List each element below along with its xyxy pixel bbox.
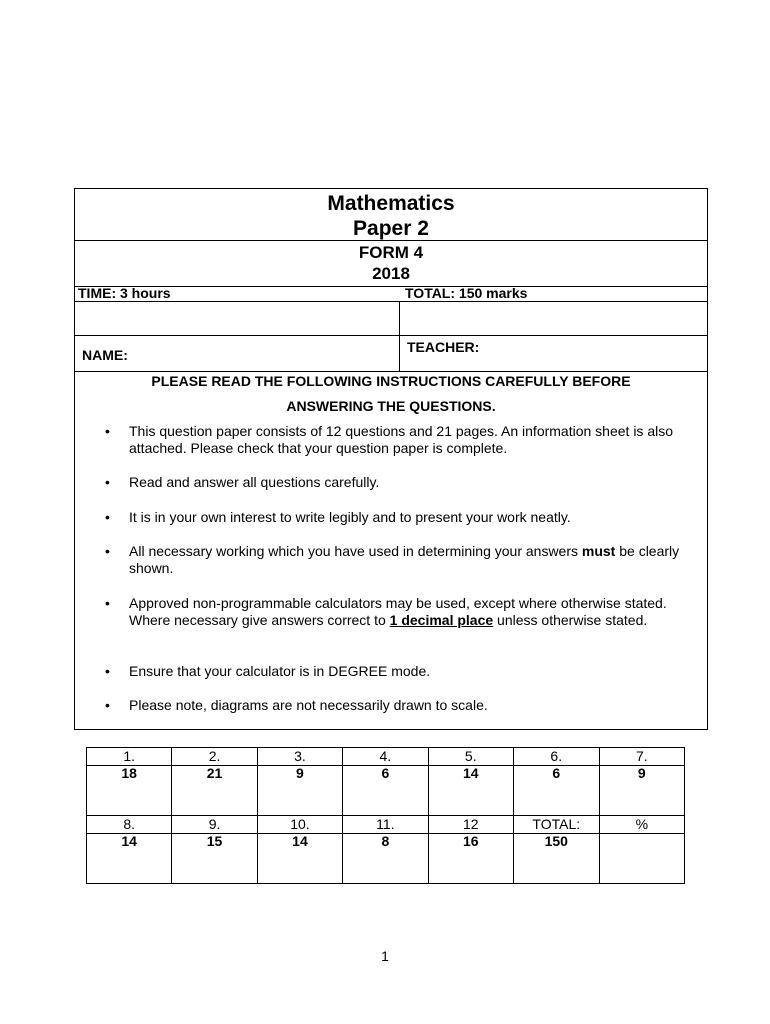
exam-cover-box: Mathematics Paper 2 FORM 4 2018 TIME: 3 hours TOTAL: 150 marks NAME: TEACHER: PLEASE READ THE FOLLOWING INSTRUCTIONS CAREFULLY BEFORE ANSWERING THE QUESTIONS. • This question paper consists of 12 questions and 21 pages. An information sheet is also attached. Please check that your question paper is complete. • Read and answer all questions carefully. • It is in your own interest to write legibly and to present your work neatly. • All necessary working which you have used in determining your answers must be clearly shown. • Approved non-programmable calculators may be used, except where otherwise stated. Where necessary give answers correct to 1 decimal place unless otherwise stated. • Ensure that your calculator is in DEGREE mode. • Please note, diagrams are not necessarily drawn to scale.: [74, 188, 708, 730]
score-cell[interactable]: [172, 781, 257, 816]
bullet-icon: •: [105, 474, 110, 490]
score-cell[interactable]: [513, 781, 599, 816]
score-cell[interactable]: [599, 849, 684, 884]
score-cell[interactable]: [87, 781, 172, 816]
score-cell[interactable]: [343, 849, 428, 884]
name-teacher-row: [75, 336, 707, 372]
table-row: 1. 2. 3. 4. 5. 6. 7.: [87, 748, 685, 766]
marks-table: [86, 747, 685, 884]
page-number: 1: [381, 948, 389, 964]
time-label: TIME: 3 hours: [78, 285, 171, 301]
bullet-icon: •: [105, 663, 110, 679]
score-cell[interactable]: [428, 781, 513, 816]
bullet-icon: •: [105, 543, 110, 559]
score-entry-row: [87, 849, 685, 884]
bullet-icon: •: [105, 595, 110, 611]
score-cell[interactable]: [257, 781, 342, 816]
score-cell[interactable]: [599, 781, 684, 816]
table-row: 14 15 14 8 16 150: [87, 834, 685, 850]
table-row: 18 21 9 6 14 6 9: [87, 766, 685, 782]
column-divider: [399, 302, 400, 372]
title-section: [75, 189, 707, 241]
blank-entry-row[interactable]: [75, 302, 707, 336]
teacher-label: TEACHER:: [407, 339, 480, 355]
score-cell[interactable]: [428, 849, 513, 884]
score-cell[interactable]: [172, 849, 257, 884]
score-entry-row: [87, 781, 685, 816]
bullet-icon: •: [105, 509, 110, 525]
bullet-icon: •: [105, 697, 110, 713]
paper-title: Paper 2: [353, 217, 429, 240]
score-cell[interactable]: [513, 849, 599, 884]
form-section: [75, 241, 707, 287]
time-total-row: [75, 287, 707, 302]
instructions-heading-line2: ANSWERING THE QUESTIONS.: [286, 398, 496, 414]
instructions-heading-line1: PLEASE READ THE FOLLOWING INSTRUCTIONS CAREFULLY BEFORE: [151, 373, 631, 389]
table-row: 8. 9. 10. 11. 12 TOTAL: %: [87, 816, 685, 834]
bullet-icon: •: [105, 423, 110, 439]
score-cell[interactable]: [343, 781, 428, 816]
form-level: FORM 4: [358, 243, 424, 262]
score-cell[interactable]: [257, 849, 342, 884]
exam-year: 2018: [372, 264, 410, 283]
subject-title: Mathematics: [327, 192, 455, 215]
name-label: NAME:: [82, 347, 128, 363]
score-cell[interactable]: [87, 849, 172, 884]
total-label: TOTAL: 150 marks: [405, 285, 528, 301]
